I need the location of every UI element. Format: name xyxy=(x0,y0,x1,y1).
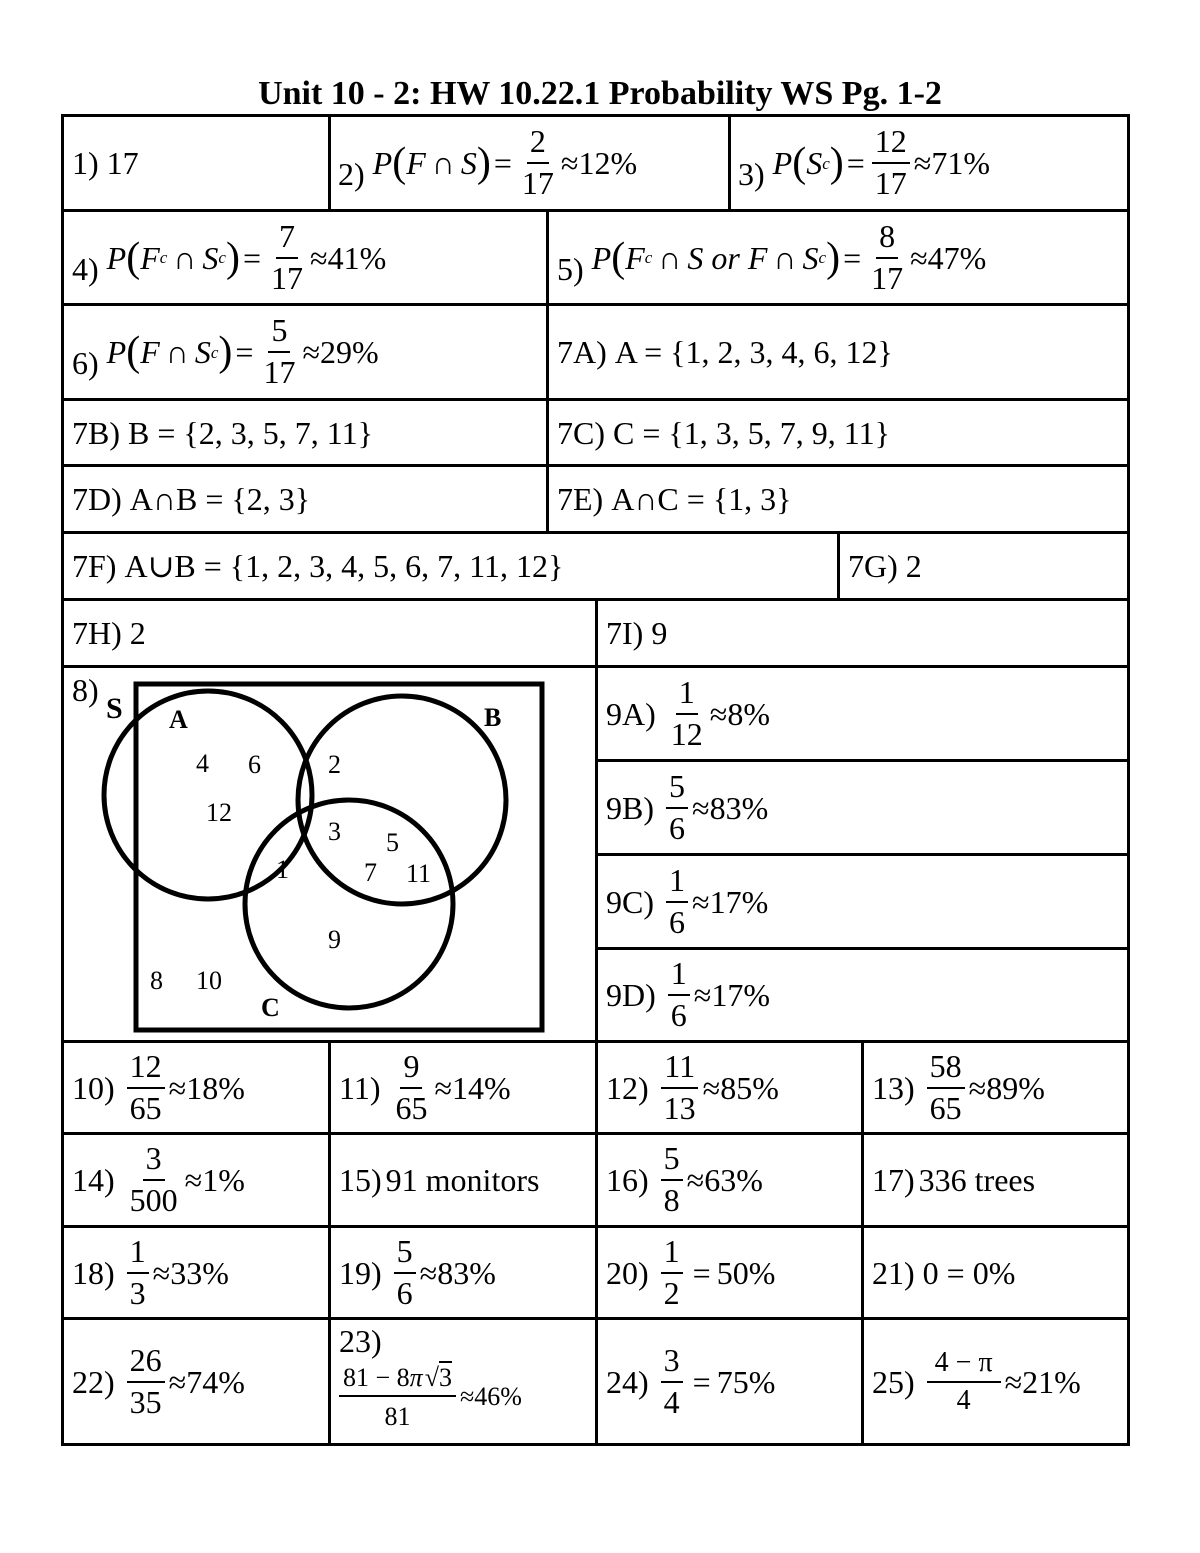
answer-number: 25) xyxy=(872,1363,915,1400)
fraction: $\frac{2}{17}$ xyxy=(521,123,554,201)
percent-value: 83% xyxy=(437,1254,496,1291)
fraction: $\frac{12}{65}$ xyxy=(127,1050,165,1125)
answer-21 xyxy=(872,1228,1015,1317)
answer-9c: 9C) $\frac{1}{6}$ ≈ 17% xyxy=(606,861,769,940)
percent-value: 74% xyxy=(186,1363,245,1400)
col-divider xyxy=(546,209,549,532)
answer-number: 18) xyxy=(72,1254,115,1291)
answer-number: 9A) xyxy=(606,695,656,732)
universe-label: S xyxy=(106,692,123,725)
answer-17 xyxy=(872,1135,1035,1225)
answer-number: 15) xyxy=(339,1162,382,1198)
answer-number: 10) xyxy=(72,1069,115,1106)
answer-value: 9 xyxy=(651,615,668,651)
answer-number: 7D) xyxy=(72,481,122,517)
region-value: 6 xyxy=(248,750,261,779)
fraction: $\frac{1}{12}$ xyxy=(670,673,703,752)
region-value: 7 xyxy=(364,858,377,887)
answer-15 xyxy=(339,1135,539,1225)
answer-7e xyxy=(557,467,792,531)
answer-12: 12) $\frac{11}{13}$ ≈ 85% xyxy=(606,1047,779,1126)
percent-value: 75% xyxy=(716,1363,776,1400)
fraction: $\frac{8}{17}$ xyxy=(871,217,904,296)
answer-value: 336 trees xyxy=(918,1162,1036,1198)
answer-number: 9D) xyxy=(606,977,656,1013)
answer-25: 25) $\frac{4 - \pi}{4}$ ≈ 21% xyxy=(872,1346,1081,1416)
answer-20: 20) $\frac{1}{2}$ = 50% xyxy=(606,1232,776,1311)
percent-value: 50% xyxy=(716,1254,776,1291)
answer-number: 7E) xyxy=(557,481,604,517)
fraction: $\frac{9}{65}$ xyxy=(395,1047,428,1126)
region-value: 8 xyxy=(150,966,163,995)
fraction: $\frac{26}{35}$ xyxy=(127,1344,165,1419)
fraction: $\frac{11}{13}$ xyxy=(661,1050,699,1125)
col-divider xyxy=(728,114,731,210)
col-divider xyxy=(837,531,840,599)
answer-number: 8) xyxy=(72,672,99,708)
answer-16: 16) $\frac{5}{8}$ ≈ 63% xyxy=(606,1140,763,1218)
percent-value: 8% xyxy=(727,695,770,732)
answer-number: 7A) xyxy=(557,334,607,370)
answer-10: 10) $\frac{12}{65}$ ≈ 18% xyxy=(72,1047,245,1126)
region-value: 5 xyxy=(386,828,399,857)
probability-expression: P ( F ∩ S ) = xyxy=(372,140,512,186)
percent-value: 1% xyxy=(202,1162,245,1198)
page-title: Unit 10 - 2: HW 10.22.1 Probability WS Pg. 1-2 xyxy=(258,75,942,112)
answer-6: 6) P ( F ∩ S c ) = $\frac{5}{17}$ ≈ 29% xyxy=(72,312,379,390)
region-value: 9 xyxy=(328,925,341,954)
percent-value: 18% xyxy=(186,1069,245,1106)
answer-number: 7I) xyxy=(606,615,644,651)
answer-number: 7B) xyxy=(72,414,120,451)
probability-expression: P ( S c ) = xyxy=(772,140,865,186)
region-value: 11 xyxy=(406,859,432,888)
fraction: $\frac{81 - 8\pi√3}{81}$ xyxy=(339,1364,456,1431)
percent-value: 21% xyxy=(1022,1363,1081,1400)
set-value: A = {1, 2, 3, 4, 6, 12} xyxy=(614,334,893,370)
percent-value: 17% xyxy=(711,977,770,1013)
fraction: $\frac{5}{6}$ xyxy=(394,1235,416,1310)
answer-number: 7C) xyxy=(557,414,605,451)
answer-7f xyxy=(72,534,563,598)
fraction: $\frac{5}{17}$ xyxy=(263,312,296,390)
set-b-label: B xyxy=(484,703,502,732)
percent-value: 41% xyxy=(327,239,387,276)
percent-value: 17% xyxy=(709,883,769,920)
answer-5: 5) P ( F c ∩ S or F ∩ S c ) = $\frac{8}{17}$ ≈ 47% xyxy=(557,217,987,296)
fraction: $\frac{5}{6}$ xyxy=(666,770,688,845)
answer-number: 19) xyxy=(339,1254,382,1291)
answer-7a xyxy=(557,306,893,398)
answer-7b xyxy=(72,401,373,464)
set-a-label: A xyxy=(169,705,188,734)
answer-3: 3) P ( S c ) = $\frac{12}{17}$ ≈ 71% xyxy=(738,123,991,201)
answer-23: $\frac{81 - 8\pi√3}{81}$ ≈ 46% xyxy=(339,1352,522,1442)
set-c-label: C xyxy=(261,993,280,1022)
set-value: B = {2, 3, 5, 7, 11} xyxy=(128,414,373,451)
percent-value: 47% xyxy=(927,239,987,276)
col-divider xyxy=(595,598,598,1446)
col-divider xyxy=(861,1040,864,1446)
region-value: 10 xyxy=(196,966,222,995)
fraction: $\frac{4 - \pi}{4}$ xyxy=(927,1348,1001,1416)
answer-7h xyxy=(72,601,146,665)
answer-number: 16) xyxy=(606,1162,649,1198)
region-value: 12 xyxy=(206,798,232,827)
answer-number: 9C) xyxy=(606,883,654,920)
answer-14: 14) $\frac{3}{500}$ ≈ 1% xyxy=(72,1140,245,1218)
answer-number: 4) xyxy=(72,250,99,287)
fraction: $\frac{58}{65}$ xyxy=(927,1050,965,1125)
answer-number: 14) xyxy=(72,1162,115,1198)
answer-9b: 9B) $\frac{5}{6}$ ≈ 83% xyxy=(606,767,769,846)
fraction: $\frac{7}{17}$ xyxy=(271,217,303,296)
answer-number: 7F) xyxy=(72,548,117,584)
percent-value: 83% xyxy=(709,789,769,826)
answer-number: 7G) xyxy=(848,548,898,584)
answer-number: 5) xyxy=(557,250,584,287)
probability-expression: P ( F c ∩ S or F ∩ S c ) = xyxy=(591,234,862,281)
answer-number: 2) xyxy=(338,156,365,192)
answer-value: 17 xyxy=(106,145,139,181)
answer-2: 2) P ( F ∩ S ) = $\frac{2}{17}$ ≈ 12% xyxy=(338,123,638,201)
fraction: $\frac{1}{6}$ xyxy=(666,864,688,939)
answer-7g xyxy=(848,534,922,598)
set-value: C = {1, 3, 5, 7, 9, 11} xyxy=(613,414,890,451)
percent-value: 85% xyxy=(720,1069,779,1106)
answer-number: 11) xyxy=(339,1069,381,1106)
fraction: $\frac{1}{6}$ xyxy=(668,957,690,1032)
percent-value: 71% xyxy=(931,145,991,181)
answer-18: 18) $\frac{1}{3}$ ≈ 33% xyxy=(72,1232,229,1311)
fraction: $\frac{1}{3}$ xyxy=(127,1235,149,1310)
fraction: $\frac{3}{4}$ xyxy=(661,1344,683,1419)
answer-value: 2 xyxy=(129,615,146,651)
answer-number: 12) xyxy=(606,1069,649,1106)
answer-11: 11) $\frac{9}{65}$ ≈ 14% xyxy=(339,1047,511,1126)
region-value: 2 xyxy=(328,750,341,779)
percent-value: 46% xyxy=(474,1382,522,1411)
answer-13: 13) $\frac{58}{65}$ ≈ 89% xyxy=(872,1047,1045,1126)
answer-number: 6) xyxy=(72,345,99,381)
answer-number: 21) xyxy=(872,1254,915,1291)
fraction: $\frac{5}{8}$ xyxy=(661,1142,683,1217)
col-divider xyxy=(328,1040,331,1446)
answer-number: 3) xyxy=(738,156,765,192)
probability-expression: P ( F ∩ S c ) = xyxy=(106,329,254,375)
col-divider xyxy=(328,114,331,210)
answer-number: 1) xyxy=(72,145,99,181)
answer-4: 4) P ( F c ∩ S c ) = $\frac{7}{17}$ ≈ 41% xyxy=(72,217,387,296)
answer-19: 19) $\frac{5}{6}$ ≈ 83% xyxy=(339,1232,496,1311)
answer-number: 7H) xyxy=(72,615,122,651)
answer-number: 13) xyxy=(872,1069,915,1106)
venn-diagram xyxy=(64,668,592,1038)
answer-number: 23) xyxy=(339,1323,382,1359)
answer-24: 24) $\frac{3}{4}$ = 75% xyxy=(606,1341,776,1420)
percent-value: 14% xyxy=(452,1069,511,1106)
answer-number: 17) xyxy=(872,1162,915,1198)
answer-22: 22) $\frac{26}{35}$ ≈ 74% xyxy=(72,1341,245,1420)
fraction: $\frac{1}{2}$ xyxy=(661,1235,683,1310)
answer-number: 20) xyxy=(606,1254,649,1291)
fraction: $\frac{12}{17}$ xyxy=(872,125,910,200)
set-value: A∪B = {1, 2, 3, 4, 5, 6, 7, 11, 12} xyxy=(124,548,564,584)
probability-expression: P ( F c ∩ S c ) = xyxy=(106,234,261,281)
region-value: 3 xyxy=(328,817,341,846)
answer-1 xyxy=(72,117,139,209)
table-border-right xyxy=(1127,114,1130,1446)
set-value: A∩C = {1, 3} xyxy=(611,481,792,517)
percent-value: 63% xyxy=(704,1162,763,1198)
region-value: 1 xyxy=(276,855,289,884)
percent-value: 89% xyxy=(986,1069,1045,1106)
sqrt-symbol: √ xyxy=(424,1362,439,1392)
answer-number: 22) xyxy=(72,1363,115,1400)
answer-value: 91 monitors xyxy=(385,1162,540,1198)
answer-value: 2 xyxy=(905,548,922,584)
answer-7d xyxy=(72,467,310,531)
answer-7c xyxy=(557,401,890,464)
answer-number: 9B) xyxy=(606,789,654,826)
answer-7i xyxy=(606,601,667,665)
answer-number: 24) xyxy=(606,1363,649,1400)
answer-9d: 9D) $\frac{1}{6}$ ≈ 17% xyxy=(606,955,770,1033)
percent-value: 12% xyxy=(578,145,638,181)
answer-value: 0 = 0% xyxy=(922,1254,1016,1291)
fraction: $\frac{3}{500}$ xyxy=(129,1140,178,1218)
percent-value: 29% xyxy=(320,334,379,370)
percent-value: 33% xyxy=(170,1254,229,1291)
region-value: 4 xyxy=(196,749,209,778)
set-value: A∩B = {2, 3} xyxy=(129,481,311,517)
answer-9a: 9A) $\frac{1}{12}$ ≈ 8% xyxy=(606,673,770,752)
